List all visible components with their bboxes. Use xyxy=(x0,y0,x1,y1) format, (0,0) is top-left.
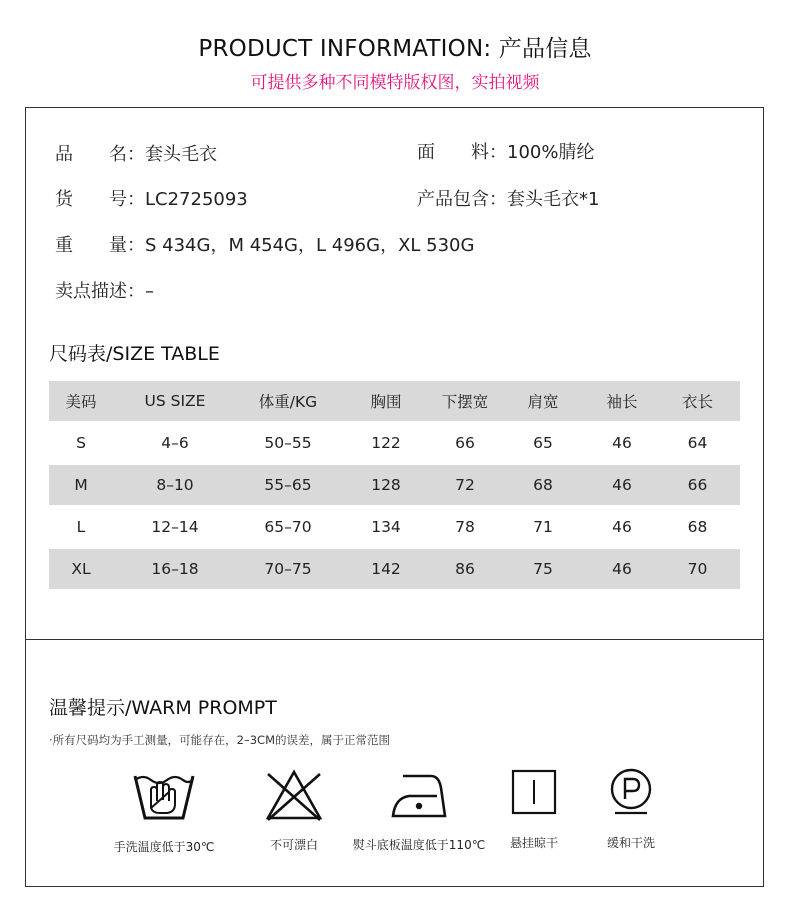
size-table-cell: 122 xyxy=(371,434,401,452)
size-table-header-cell: 下摆宽 xyxy=(441,393,489,411)
info-name-label: 品 名： xyxy=(55,144,145,165)
care-label-hand-wash: 手洗温度低于30℃ xyxy=(113,840,215,854)
dry-clean-p-icon xyxy=(607,768,655,816)
size-table-row xyxy=(49,465,740,505)
size-table-cell: 66 xyxy=(455,434,475,452)
size-table-cell: 68 xyxy=(687,518,708,536)
size-table-header-cell: 胸围 xyxy=(370,393,402,411)
info-sku-label: 货 号： xyxy=(55,189,145,210)
iron-low-icon xyxy=(389,768,449,822)
info-selling-value: – xyxy=(145,281,154,302)
size-table-cell: 4–6 xyxy=(161,434,189,452)
size-table-cell: 134 xyxy=(371,518,401,536)
info-package-label: 产品包含： xyxy=(417,189,507,210)
info-fabric-value: 100%腈纶 xyxy=(507,142,595,163)
size-table-row xyxy=(49,549,740,589)
size-table-cell: 65–70 xyxy=(264,518,312,536)
info-fabric-label: 面 料： xyxy=(417,142,507,163)
size-table-cell: 64 xyxy=(687,434,708,452)
size-table-cell: 8–10 xyxy=(156,476,194,494)
size-table-header-cell: 美码 xyxy=(65,393,97,411)
size-table-title: 尺码表/SIZE TABLE xyxy=(49,343,220,365)
size-table-cell: 55–65 xyxy=(264,476,312,494)
size-table-row xyxy=(49,421,740,465)
size-table-header-cell: 袖长 xyxy=(606,393,638,411)
size-table-header-cell: 肩宽 xyxy=(527,393,559,411)
size-table-cell: 71 xyxy=(533,518,553,536)
hand-wash-icon xyxy=(131,768,197,824)
care-item-line-dry xyxy=(484,768,584,851)
size-table-header-cell: US SIZE xyxy=(144,392,206,410)
size-table-cell: S xyxy=(76,434,86,452)
page-subtitle: 可提供多种不同模特版权图，实拍视频 xyxy=(250,73,540,93)
care-item-dry-clean xyxy=(581,768,681,851)
care-label-line-dry: 悬挂晾干 xyxy=(509,836,558,850)
line-dry-icon xyxy=(510,768,558,816)
warm-prompt-title: 温馨提示/WARM PROMPT xyxy=(49,697,277,719)
size-table-cell: 75 xyxy=(533,560,553,578)
care-item-hand-wash xyxy=(89,768,239,855)
size-table-cell: 66 xyxy=(687,476,708,494)
size-table-cell: 70–75 xyxy=(264,560,312,578)
info-fabric xyxy=(417,138,594,164)
size-table-cell: 46 xyxy=(612,560,632,578)
size-table-cell: 78 xyxy=(455,518,475,536)
size-table-header-cell: 衣长 xyxy=(681,393,713,411)
info-package-value: 套头毛衣*1 xyxy=(507,189,600,210)
care-item-iron xyxy=(344,768,494,853)
info-weight xyxy=(55,231,474,257)
size-table-cell: 70 xyxy=(687,560,708,578)
info-weight-label: 重 量： xyxy=(55,235,145,256)
care-item-no-bleach xyxy=(244,768,344,853)
size-table-cell: M xyxy=(74,476,88,494)
info-weight-value: S 434G，M 454G，L 496G，XL 530G xyxy=(145,235,475,256)
size-table-cell: 86 xyxy=(455,560,475,578)
size-table xyxy=(49,381,740,589)
size-table-cell: L xyxy=(76,518,86,536)
size-table-cell: 50–55 xyxy=(264,434,312,452)
size-table-cell: 128 xyxy=(371,476,401,494)
size-table-cell: 68 xyxy=(533,476,553,494)
size-table-cell: 46 xyxy=(612,434,632,452)
section-divider xyxy=(26,639,763,640)
size-table-cell: 142 xyxy=(371,560,401,578)
care-label-dry-clean: 缓和干洗 xyxy=(606,836,655,850)
do-not-bleach-icon xyxy=(264,768,324,822)
size-table-cell: 16–18 xyxy=(151,560,199,578)
info-sku xyxy=(55,185,248,211)
care-label-iron: 熨斗底板温度低于110℃ xyxy=(352,838,486,852)
product-info-panel xyxy=(25,107,764,887)
size-table-row xyxy=(49,505,740,549)
care-label-no-bleach: 不可漂白 xyxy=(269,838,318,852)
size-table-header-row xyxy=(49,381,740,421)
page-title: PRODUCT INFORMATION: 产品信息 xyxy=(198,36,592,62)
size-table-header-cell: 体重/KG xyxy=(258,393,318,411)
info-selling xyxy=(55,277,154,303)
size-table-cell: 46 xyxy=(612,476,632,494)
size-table-cell: XL xyxy=(71,560,91,578)
info-selling-label: 卖点描述： xyxy=(55,281,145,302)
info-name-value: 套头毛衣 xyxy=(145,144,217,165)
info-sku-value: LC2725093 xyxy=(145,189,248,210)
size-table-cell: 12–14 xyxy=(151,518,199,536)
info-package xyxy=(417,185,599,211)
info-name xyxy=(55,140,217,166)
warm-prompt-note: ·所有尺码均为手工测量，可能存在，2–3CM的误差，属于正常范围 xyxy=(49,733,390,747)
size-table-cell: 65 xyxy=(533,434,553,452)
size-table-cell: 72 xyxy=(455,476,475,494)
size-table-cell: 46 xyxy=(612,518,632,536)
